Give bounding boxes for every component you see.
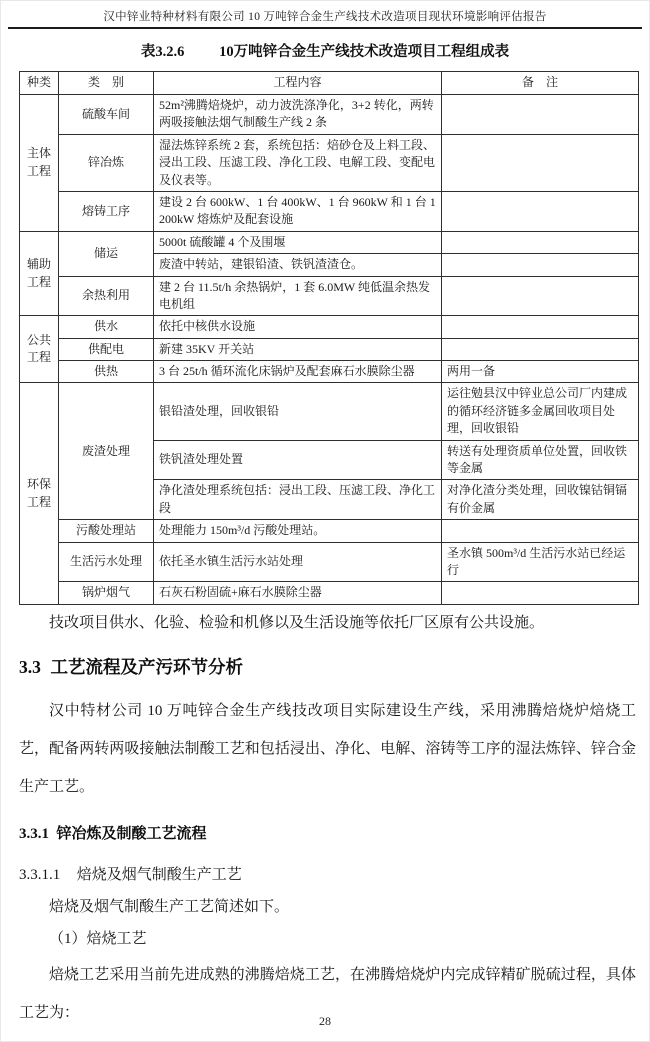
table-row (20, 542, 639, 582)
table-row (20, 276, 639, 316)
table-header-row (20, 72, 639, 95)
table-cell-sub: 熔铸工序 (59, 191, 154, 231)
table-row (20, 582, 639, 604)
table-cell-content: 依托中核供水设施 (154, 316, 442, 338)
column-header-type: 类 别 (59, 72, 154, 95)
table-cell-note (442, 582, 639, 604)
table-row (20, 361, 639, 383)
table-cell-cat: 主体工程 (20, 95, 59, 232)
table-cell-note (442, 316, 639, 338)
table-cell-note (442, 254, 639, 276)
table-row (20, 134, 639, 191)
table-cell-note (442, 276, 639, 316)
table-cell-sub: 锅炉烟气 (59, 582, 154, 604)
table-cell-sub: 污酸处理站 (59, 520, 154, 542)
table-cell-content: 52m²沸腾焙烧炉，动力波洗涤净化，3+2 转化，两转两吸接触法烟气制酸生产线 2 条 (154, 95, 442, 135)
table-row (20, 383, 639, 440)
table-cell-sub: 生活污水处理 (59, 542, 154, 582)
table-cell-content: 银铅渣处理，回收银铅 (154, 383, 442, 440)
table-row (20, 338, 639, 360)
table-cell-content: 处理能力 150m³/d 污酸处理站。 (154, 520, 442, 542)
after-table-note: 技改项目供水、化验、检验和机修以及生活设施等依托厂区原有公共设施。 (49, 614, 545, 631)
table-cell-content: 废渣中转站，建银铅渣、铁钒渣渣仓。 (154, 254, 442, 276)
table-cell-sub: 余热利用 (59, 276, 154, 316)
item-1-paragraph: 焙烧工艺采用当前先进成熟的沸腾焙烧工艺，在沸腾焙烧炉内完成锌精矿脱硫过程，具体工艺为： (19, 966, 636, 1021)
table-cell-content: 建设 2 台 600kW、1 台 400kW、1 台 960kW 和 1 台 1200kW 熔炼炉及配套设施 (154, 191, 442, 231)
table-cell-note (442, 134, 639, 191)
table-cell-cat: 公共工程 (20, 316, 59, 383)
table-cell-content: 新建 35KV 开关站 (154, 338, 442, 360)
table-cell-note: 运往勉县汉中锌业总公司厂内建成的循环经济链多金属回收项目处理，回收银铅 (442, 383, 639, 440)
table-cell-sub: 锌冶炼 (59, 134, 154, 191)
section-number: 3.3.1 (19, 825, 49, 842)
table-row (20, 316, 639, 338)
table-cell-cat: 辅助工程 (20, 231, 59, 316)
table-cell-sub: 硫酸车间 (59, 95, 154, 135)
column-header-content: 工程内容 (154, 72, 442, 95)
table-row (20, 95, 639, 135)
table-cell-content: 湿法炼锌系统 2 套，系统包括：焙砂仓及上料工段、浸出工段、压滤工段、净化工段、电解工段、变配电及仪表等。 (154, 134, 442, 191)
running-header: 汉中锌业特种材料有限公司 10 万吨锌合金生产线技术改造项目现状环境影响评估报告 (8, 1, 642, 29)
table-row (20, 231, 639, 253)
table-cell-content: 石灰石粉固硫+麻石水膜除尘器 (154, 582, 442, 604)
table-cell-content: 3 台 25t/h 循环流化床锅炉及配套麻石水膜除尘器 (154, 361, 442, 383)
table-cell-note (442, 338, 639, 360)
column-header-remark: 备 注 (442, 72, 639, 95)
table-caption-label: 表3.2.6 (140, 44, 185, 60)
project-table (19, 71, 639, 605)
table-cell-note: 圣水镇 500m³/d 生活污水站已经运行 (442, 542, 639, 582)
section-heading-3-3-1 (19, 822, 649, 843)
table-cell-sub: 供热 (59, 361, 154, 383)
page-number: 28 (319, 1014, 331, 1028)
table-cell-sub: 供水 (59, 316, 154, 338)
table-cell-note: 两用一备 (442, 361, 639, 383)
table-cell-content: 5000t 硫酸罐 4 个及围堰 (154, 231, 442, 253)
section-title: 工艺流程及产污环节分析 (50, 656, 243, 677)
table-cell-sub: 废渣处理 (59, 383, 154, 520)
table-cell-note (442, 95, 639, 135)
table-row (20, 191, 639, 231)
column-header-category: 种类 (20, 72, 59, 95)
table-cell-note: 转送有处理资质单位处置，回收铁等金属 (442, 440, 639, 480)
section-number: 3.3.1.1 (19, 866, 61, 883)
table-caption-title: 10万吨锌合金生产线技术改造项目工程组成表 (219, 44, 510, 60)
table-cell-note (442, 191, 639, 231)
list-item-1: （1）焙烧工艺 (49, 930, 147, 947)
table-caption (1, 40, 649, 61)
section-3-3-paragraph: 汉中特材公司 10 万吨锌合金生产线技改项目实际建设生产线，采用沸腾焙烧炉焙烧工艺，配备两转两吸接触法制酸工艺和包括浸出、净化、电解、溶铸等工序的湿法炼锌、锌合金生产工艺。 (19, 702, 636, 795)
section-heading-3-3 (19, 654, 649, 679)
table-cell-note (442, 231, 639, 253)
table-cell-content: 铁钒渣处理处置 (154, 440, 442, 480)
table-cell-note (442, 520, 639, 542)
table-cell-content: 建 2 台 11.5t/h 余热锅炉，1 套 6.0MW 纯低温余热发电机组 (154, 276, 442, 316)
section-title: 焙烧及烟气制酸生产工艺 (76, 866, 242, 883)
table-cell-sub: 供配电 (59, 338, 154, 360)
table-row (20, 520, 639, 542)
project-table-body (20, 95, 639, 605)
section-title: 锌冶炼及制酸工艺流程 (56, 825, 207, 842)
table-cell-sub: 储运 (59, 231, 154, 276)
intro-line: 焙烧及烟气制酸生产工艺简述如下。 (49, 898, 290, 915)
table-cell-cat: 环保工程 (20, 383, 59, 604)
table-cell-note: 对净化渣分类处理，回收镍钴铜镉有价金属 (442, 480, 639, 520)
table-cell-content: 净化渣处理系统包括：浸出工段、压滤工段、净化工段 (154, 480, 442, 520)
table-cell-content: 依托圣水镇生活污水站处理 (154, 542, 442, 582)
section-number: 3.3 (19, 656, 41, 677)
section-heading-3-3-1-1 (19, 863, 649, 884)
